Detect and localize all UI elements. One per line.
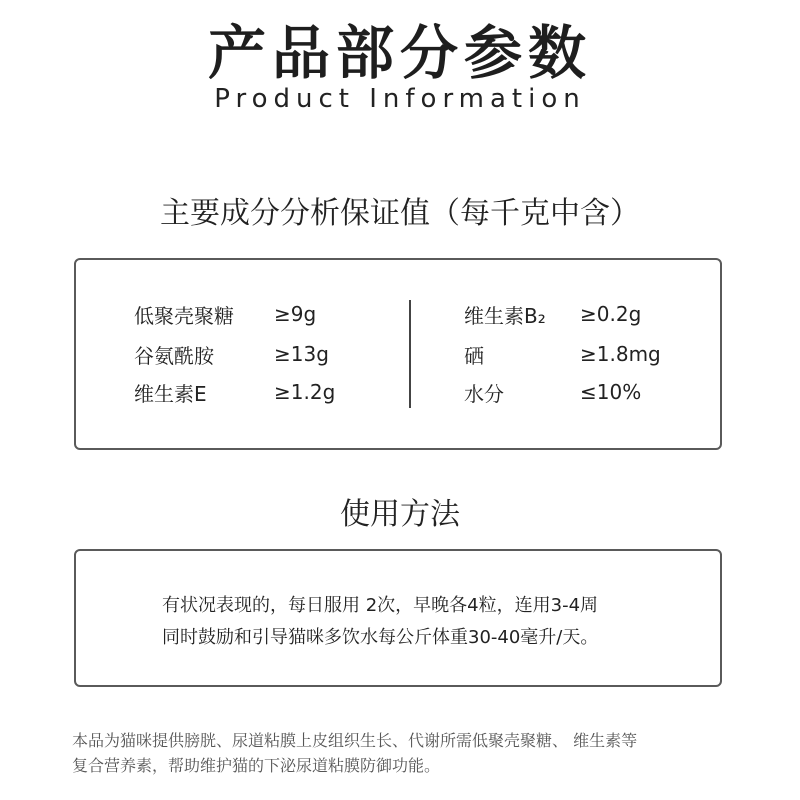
param-name: 水分 (464, 381, 504, 406)
param-row (134, 338, 329, 370)
param-name: 维生素B₂ (464, 303, 546, 328)
param-value: ≥9g (274, 302, 317, 326)
param-value: ≥1.8mg (580, 342, 661, 366)
param-value: ≥0.2g (580, 302, 642, 326)
usage-box (74, 549, 722, 687)
param-name: 谷氨酰胺 (134, 343, 214, 368)
usage-line: 有状况表现的，每日服用 2次，早晚各4粒，连用3-4周 (162, 595, 599, 616)
params-table (74, 258, 722, 450)
param-value: ≤10% (580, 380, 642, 404)
footnote-line: 本品为猫咪提供膀胱、尿道粘膜上皮组织生长、代谢所需低聚壳聚糖、 维生素等 (72, 731, 638, 750)
params-heading: 主要成分分析保证值（每千克中含） (160, 196, 640, 231)
param-row (464, 298, 641, 330)
param-value: ≥13g (274, 342, 329, 366)
param-name: 维生素E (134, 381, 207, 406)
param-value: ≥1.2g (274, 380, 336, 404)
page-subtitle: Product Information (214, 84, 586, 114)
param-row (464, 376, 641, 408)
param-row (134, 376, 335, 408)
param-name: 硒 (464, 343, 484, 368)
page-title: 产品部分参数 (207, 19, 592, 87)
usage-line: 同时鼓励和引导猫咪多饮水每公斤体重30-40毫升/天。 (162, 627, 599, 648)
usage-heading: 使用方法 (340, 497, 460, 532)
param-row (134, 298, 316, 330)
footnote-line: 复合营养素，帮助维护猫的下泌尿道粘膜防御功能。 (72, 756, 441, 775)
param-name: 低聚壳聚糖 (134, 303, 234, 328)
param-row (464, 338, 661, 370)
column-divider (409, 300, 411, 408)
